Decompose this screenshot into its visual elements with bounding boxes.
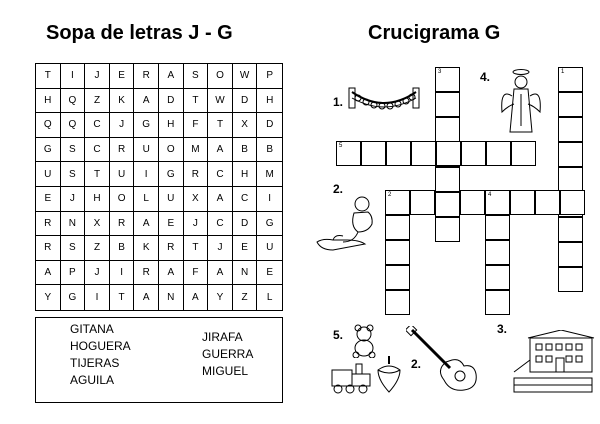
grid-cell: Z bbox=[85, 236, 110, 261]
grid-cell: X bbox=[85, 212, 110, 237]
crossword-cell[interactable] bbox=[385, 240, 410, 265]
grid-cell: A bbox=[208, 261, 233, 286]
grid-cell: T bbox=[184, 236, 209, 261]
crossword-cell[interactable] bbox=[535, 190, 560, 215]
crossword-cell[interactable] bbox=[560, 190, 585, 215]
grid-cell: H bbox=[36, 89, 61, 114]
crossword-cell-number: 4 bbox=[488, 192, 492, 198]
grid-cell: B bbox=[257, 138, 282, 163]
grid-cell: O bbox=[208, 64, 233, 89]
clue-label-2: 2. bbox=[333, 182, 344, 196]
grid-cell: K bbox=[134, 236, 159, 261]
grid-cell: S bbox=[61, 138, 86, 163]
clue-label-4: 4. bbox=[480, 70, 491, 84]
grid-cell: U bbox=[159, 187, 184, 212]
toy-train-icon bbox=[330, 360, 372, 394]
word-list-item: GITANA bbox=[70, 322, 114, 336]
clue-label-3: 3. bbox=[497, 322, 508, 336]
grid-cell: A bbox=[134, 89, 159, 114]
grid-cell: E bbox=[233, 236, 258, 261]
crossword-cell[interactable] bbox=[436, 141, 461, 166]
clue-label-2b: 2. bbox=[411, 357, 422, 371]
grid-cell: U bbox=[36, 162, 61, 187]
clue-label-5: 5. bbox=[333, 328, 344, 342]
word-list-item: HOGUERA bbox=[70, 339, 131, 353]
crossword-cell[interactable] bbox=[558, 67, 583, 92]
grid-cell: N bbox=[233, 261, 258, 286]
grid-cell: G bbox=[61, 285, 86, 310]
grid-cell: R bbox=[110, 212, 135, 237]
crossword-cell[interactable] bbox=[361, 141, 386, 166]
crossword-cell[interactable] bbox=[435, 167, 460, 192]
grid-cell: I bbox=[134, 162, 159, 187]
crossword-cell[interactable] bbox=[410, 190, 435, 215]
crossword-cell[interactable] bbox=[558, 142, 583, 167]
grid-cell: Q bbox=[36, 113, 61, 138]
grid-cell: Y bbox=[36, 285, 61, 310]
crossword-cell-number: 5 bbox=[339, 143, 343, 149]
grid-cell: J bbox=[85, 261, 110, 286]
word-list-box bbox=[35, 317, 283, 403]
crossword-cell[interactable] bbox=[485, 290, 510, 315]
crossword-cell[interactable] bbox=[386, 141, 411, 166]
grid-cell: C bbox=[208, 212, 233, 237]
word-list-item: TIJERAS bbox=[70, 356, 120, 370]
grid-cell: Y bbox=[208, 285, 233, 310]
crossword-cell-number: 1 bbox=[561, 69, 565, 75]
crossword-cell[interactable] bbox=[511, 141, 536, 166]
crossword-cell[interactable] bbox=[460, 190, 485, 215]
grid-cell: T bbox=[110, 285, 135, 310]
crossword-title: Crucigrama G bbox=[368, 22, 501, 44]
grid-cell: K bbox=[110, 89, 135, 114]
crossword-cell[interactable] bbox=[336, 141, 361, 166]
crossword-cell[interactable] bbox=[486, 141, 511, 166]
crossword-cell[interactable] bbox=[411, 141, 436, 166]
crossword-cell[interactable] bbox=[558, 267, 583, 292]
grid-cell: J bbox=[61, 187, 86, 212]
grid-cell: R bbox=[36, 212, 61, 237]
crossword-cell[interactable] bbox=[485, 240, 510, 265]
grid-cell: S bbox=[61, 162, 86, 187]
grid-cell: A bbox=[184, 285, 209, 310]
word-list-right bbox=[202, 330, 253, 378]
genie-lamp-icon bbox=[313, 192, 383, 256]
word-search-title: Sopa de letras J - G bbox=[46, 22, 233, 44]
grid-cell: A bbox=[134, 285, 159, 310]
grid-cell: J bbox=[184, 212, 209, 237]
word-list-item: AGUILA bbox=[70, 373, 115, 387]
grid-cell: H bbox=[233, 162, 258, 187]
grid-cell: R bbox=[36, 236, 61, 261]
grid-cell: M bbox=[257, 162, 282, 187]
grid-cell: J bbox=[85, 64, 110, 89]
guitar-icon bbox=[406, 326, 482, 396]
grid-cell: X bbox=[233, 113, 258, 138]
grid-cell: B bbox=[110, 236, 135, 261]
crossword-cell[interactable] bbox=[485, 215, 510, 240]
word-search-grid bbox=[35, 63, 283, 311]
grid-cell: E bbox=[159, 212, 184, 237]
garland-icon bbox=[348, 86, 420, 114]
grid-cell: I bbox=[110, 261, 135, 286]
grid-cell: G bbox=[257, 212, 282, 237]
grid-cell: U bbox=[110, 162, 135, 187]
grid-cell: Z bbox=[85, 89, 110, 114]
grid-cell: D bbox=[233, 212, 258, 237]
crossword-cell-number: 3 bbox=[438, 69, 442, 75]
crossword-cell[interactable] bbox=[461, 141, 486, 166]
crossword-cell[interactable] bbox=[558, 242, 583, 267]
grid-cell: C bbox=[233, 187, 258, 212]
grid-cell: D bbox=[233, 89, 258, 114]
grid-cell: J bbox=[208, 236, 233, 261]
grid-cell: Z bbox=[233, 285, 258, 310]
grid-cell: T bbox=[85, 162, 110, 187]
grid-cell: F bbox=[184, 261, 209, 286]
grid-cell: G bbox=[134, 113, 159, 138]
grid-cell: W bbox=[233, 64, 258, 89]
grid-cell: W bbox=[208, 89, 233, 114]
grid-cell: N bbox=[159, 285, 184, 310]
grid-cell: H bbox=[159, 113, 184, 138]
grid-cell: L bbox=[134, 187, 159, 212]
grid-cell: D bbox=[257, 113, 282, 138]
grid-cell: P bbox=[257, 64, 282, 89]
crossword-cell-number: 2 bbox=[388, 192, 392, 198]
crossword-cell[interactable] bbox=[435, 192, 460, 217]
grid-cell: T bbox=[36, 64, 61, 89]
grid-cell: E bbox=[257, 261, 282, 286]
grid-cell: E bbox=[36, 187, 61, 212]
grid-cell: P bbox=[61, 261, 86, 286]
crossword-cell[interactable] bbox=[435, 217, 460, 242]
grid-cell: A bbox=[134, 212, 159, 237]
crossword-cell[interactable] bbox=[385, 215, 410, 240]
grid-cell: X bbox=[184, 187, 209, 212]
grid-cell: H bbox=[85, 187, 110, 212]
crossword-cell[interactable] bbox=[558, 92, 583, 117]
crossword-cell[interactable] bbox=[435, 117, 460, 142]
grid-cell: N bbox=[61, 212, 86, 237]
grid-cell: G bbox=[159, 162, 184, 187]
grid-cell: S bbox=[184, 64, 209, 89]
grid-cell: I bbox=[85, 285, 110, 310]
grid-cell: U bbox=[134, 138, 159, 163]
grid-cell: T bbox=[184, 89, 209, 114]
grid-cell: O bbox=[159, 138, 184, 163]
grid-cell: O bbox=[110, 187, 135, 212]
word-list-left bbox=[70, 322, 131, 387]
grid-cell: C bbox=[208, 162, 233, 187]
grid-cell: C bbox=[85, 113, 110, 138]
grid-cell: A bbox=[159, 261, 184, 286]
grid-cell: R bbox=[184, 162, 209, 187]
crossword-cell[interactable] bbox=[385, 265, 410, 290]
grid-cell: R bbox=[134, 64, 159, 89]
grid-cell: U bbox=[257, 236, 282, 261]
grid-cell: C bbox=[85, 138, 110, 163]
grid-cell: L bbox=[266, 292, 273, 304]
grid-cell: A bbox=[159, 64, 184, 89]
word-list-item: JIRAFA bbox=[202, 330, 243, 344]
grid-cell: A bbox=[208, 138, 233, 163]
grid-cell: A bbox=[208, 187, 233, 212]
grid-cell: Q bbox=[61, 113, 86, 138]
crossword-cell[interactable] bbox=[485, 190, 510, 215]
grid-cell: E bbox=[110, 64, 135, 89]
grid-cell: A bbox=[36, 261, 61, 286]
grid-cell: R bbox=[110, 138, 135, 163]
crossword-cell[interactable] bbox=[558, 217, 583, 242]
grid-cell: Q bbox=[61, 89, 86, 114]
spinning-top-icon bbox=[376, 356, 402, 394]
crossword-cell[interactable] bbox=[435, 92, 460, 117]
teddy-bear-icon bbox=[350, 324, 378, 358]
word-list-item: GUERRA bbox=[202, 347, 254, 361]
grid-cell: F bbox=[184, 113, 209, 138]
grid-cell: H bbox=[257, 89, 282, 114]
grid-cell: G bbox=[36, 138, 61, 163]
grid-cell: B bbox=[233, 138, 258, 163]
crossword-cell[interactable] bbox=[435, 67, 460, 92]
angel-icon bbox=[498, 66, 544, 136]
grid-cell: S bbox=[61, 236, 86, 261]
grid-cell: R bbox=[134, 261, 159, 286]
grid-cell: R bbox=[159, 236, 184, 261]
word-list-item: MIGUEL bbox=[202, 364, 249, 378]
grid-cell: M bbox=[184, 138, 209, 163]
grid-cell: I bbox=[61, 64, 86, 89]
grid-cell: D bbox=[159, 89, 184, 114]
crossword-cell[interactable] bbox=[485, 265, 510, 290]
crossword-cell[interactable] bbox=[558, 117, 583, 142]
grid-cell: J bbox=[110, 113, 135, 138]
crossword-cell[interactable] bbox=[385, 290, 410, 315]
crossword-cell[interactable] bbox=[385, 190, 410, 215]
crossword-cell[interactable] bbox=[558, 167, 583, 192]
grid-cell: T bbox=[208, 113, 233, 138]
clue-label-1: 1. bbox=[333, 95, 344, 109]
grid-cell: I bbox=[257, 187, 282, 212]
school-building-icon bbox=[512, 330, 596, 394]
crossword-cell[interactable] bbox=[510, 190, 535, 215]
